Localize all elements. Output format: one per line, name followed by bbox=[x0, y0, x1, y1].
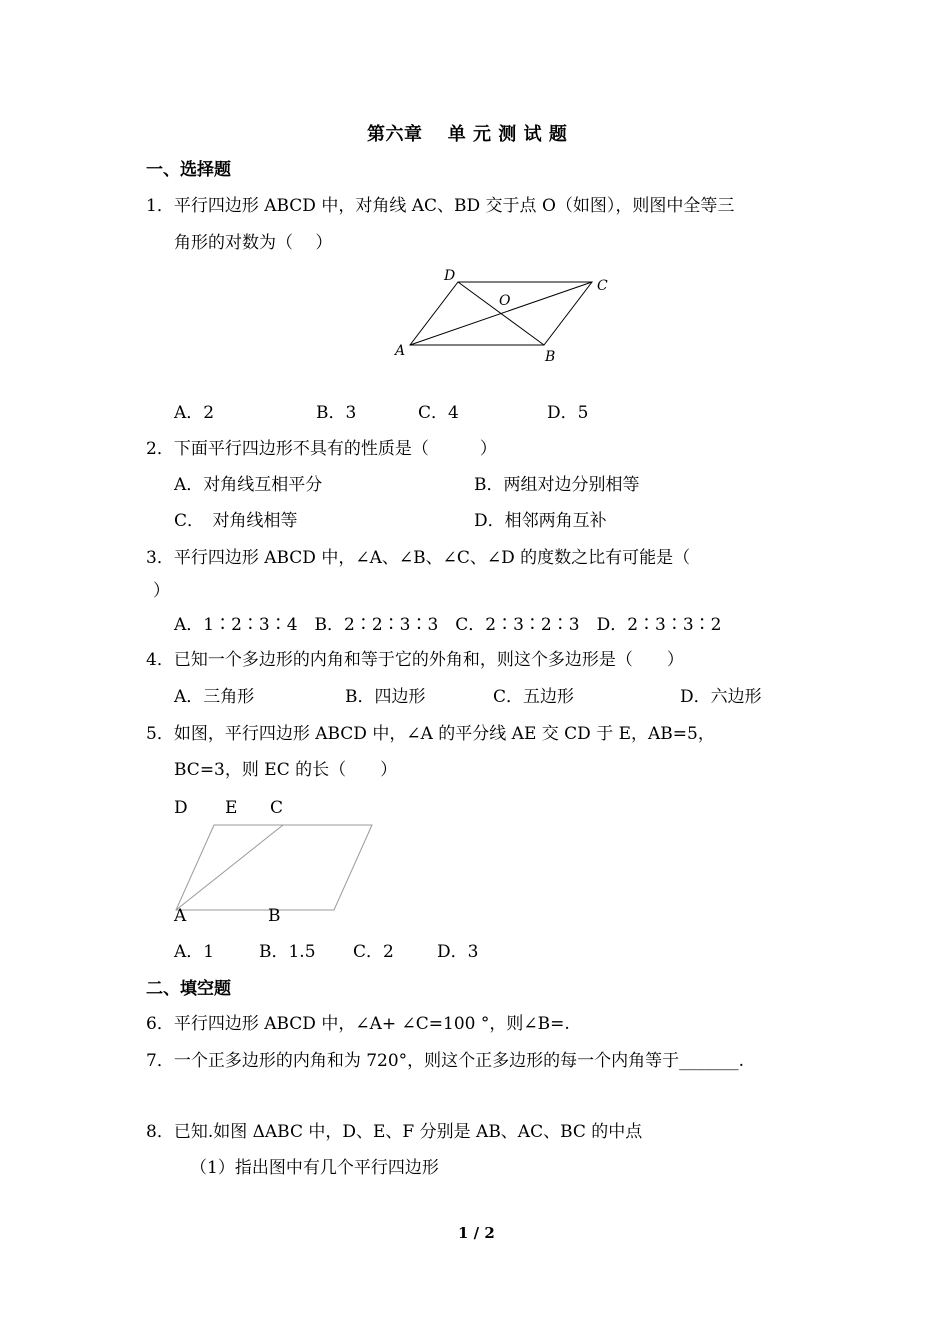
q5-label-e: E bbox=[225, 798, 238, 818]
q4-option-a: A．三角形 bbox=[174, 687, 255, 707]
q4-option-c: C．五边形 bbox=[493, 687, 575, 707]
q3-options: A．1∶2∶3∶4 B．2∶2∶3∶3 C．2∶3∶2∶3 D．2∶3∶3∶2 bbox=[174, 615, 722, 635]
q2-option-b: B．两组对边分别相等 bbox=[474, 475, 640, 495]
question-5-line1: 5．如图，平行四边形 ABCD 中，∠A 的平分线 AE 交 CD 于 E，AB=5， bbox=[146, 724, 715, 744]
q1-option-c: C．4 bbox=[418, 403, 459, 423]
question-3-line1: 3．平行四边形 ABCD 中，∠A、∠B、∠C、∠D 的度数之比有可能是（ bbox=[146, 548, 691, 568]
q1-option-b: B．3 bbox=[316, 403, 357, 423]
q5-option-c: C．2 bbox=[353, 942, 394, 962]
q5-option-a: A．1 bbox=[174, 942, 215, 962]
q4-option-b: B．四边形 bbox=[345, 687, 426, 707]
q2-option-d: D．相邻两角互补 bbox=[474, 511, 607, 531]
vertex-label-c: C bbox=[597, 278, 608, 294]
question-4-stem: 4．已知一个多边形的内角和等于它的外角和，则这个多边形是（ ） bbox=[146, 650, 684, 670]
diagonal-bd bbox=[458, 282, 544, 345]
vertex-label-d: D bbox=[444, 268, 456, 284]
q5-option-d: D．3 bbox=[437, 942, 479, 962]
bisector-ae bbox=[176, 825, 283, 910]
q2-option-c: C． 对角线相等 bbox=[174, 511, 298, 531]
q1-option-a: A．2 bbox=[174, 403, 215, 423]
parallelogram-abcd bbox=[410, 282, 592, 345]
section-heading-choice: 一、选择题 bbox=[146, 160, 231, 180]
question-1-line2: 角形的对数为（ ） bbox=[174, 233, 333, 253]
page-number: 1 / 2 bbox=[458, 1224, 495, 1242]
vertex-label-a: A bbox=[395, 343, 406, 359]
page-title: 第六章 单 元 测 试 题 bbox=[367, 124, 568, 145]
q4-option-d: D．六边形 bbox=[680, 687, 762, 707]
point-label-o: O bbox=[499, 293, 511, 309]
question-3-line2: ） bbox=[153, 581, 170, 601]
q5-label-b: B bbox=[268, 906, 281, 926]
question-7: 7．一个正多边形的内角和为 720°，则这个正多边形的每一个内角等于_______. bbox=[146, 1051, 745, 1071]
q1-option-d: D．5 bbox=[547, 403, 589, 423]
q5-label-c: C bbox=[270, 798, 284, 818]
diagonal-ac bbox=[410, 282, 592, 345]
question-5-line2: BC=3，则 EC 的长（ ） bbox=[174, 760, 398, 780]
parallelogram-abcd-5 bbox=[176, 825, 372, 910]
q5-label-d: D bbox=[174, 798, 188, 818]
question-2-stem: 2．下面平行四边形不具有的性质是（ ） bbox=[146, 439, 497, 459]
q2-option-a: A．对角线互相平分 bbox=[174, 475, 323, 495]
question-8-stem: 8．已知.如图 ΔABC 中，D、E、F 分别是 AB、AC、BC 的中点 bbox=[146, 1122, 643, 1142]
question-1-line1: 1．平行四边形 ABCD 中，对角线 AC、BD 交于点 O（如图），则图中全等三 bbox=[146, 196, 735, 216]
q5-option-b: B．1.5 bbox=[259, 942, 316, 962]
vertex-label-b: B bbox=[545, 349, 556, 365]
section-heading-fill: 二、填空题 bbox=[146, 979, 231, 999]
question-6: 6．平行四边形 ABCD 中，∠A+ ∠C=100 °，则∠B=. bbox=[146, 1014, 570, 1034]
question-8-sub1: （1）指出图中有几个平行四边形 bbox=[190, 1158, 439, 1178]
q5-label-a: A bbox=[174, 906, 187, 926]
